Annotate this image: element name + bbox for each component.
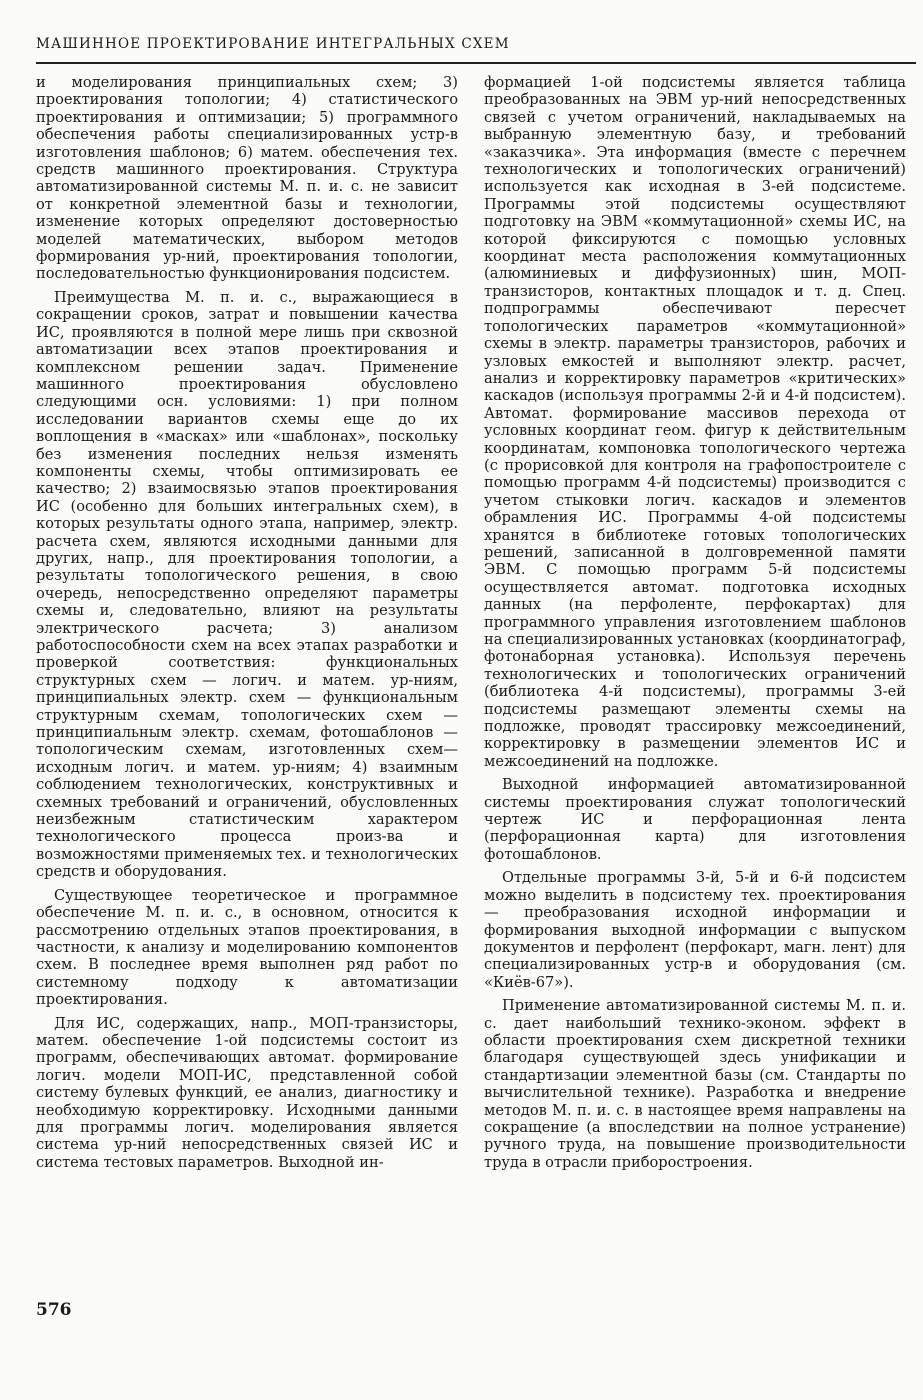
left-column bbox=[36, 74, 458, 1177]
paragraph: Отдельные программы 3-й, 5-й и 6-й подсистем можно выделить в подсистему тех. проектирования — преобразования исходной информации и формирования выходной информации с выпуском документов и перфолент (перфокарт, магн. лент) для специализированных устр-в и оборудования (см. «Киёв-67»). bbox=[484, 869, 906, 991]
paragraph: и моделирования принципиальных схем; 3) проектирования топологии; 4) статистического проектирования и оптимизации; 5) программного обеспечения работы специализированных устр-в изготовления шаблонов; 6) матем. обеспечения тех. средств машинного проектирования. Структура автоматизированной системы М. п. и. с. не зависит от конкретной элементной базы и технологии, изменение которых определяют достоверностью моделей математических, выбором методов формирования ур-ний, проектирования топологии, последовательностью функционирования подсистем. bbox=[36, 74, 458, 283]
header-rule bbox=[36, 62, 916, 64]
paragraph: Для ИС, содержащих, напр., МОП-транзисторы, матем. обеспечение 1-ой подсистемы состоит из программ, обеспечивающих автомат. формирование логич. модели МОП-ИС, представленной собой систему булевых функций, ее анализ, диагностику и необходимую корректировку. Исходными данными для программы логич. моделирования является система ур-ний непосредственных связей ИС и система тестовых параметров. Выходной ин- bbox=[36, 1014, 458, 1171]
paragraph: Преимущества М. п. и. с., выражающиеся в сокращении сроков, затрат и повышении качества ИС, проявляются в полной мере лишь при сквозной автоматизации всех этапов проектирования и комплексном решении задач. Применение машинного проектирования обусловлено следующими осн. условиями: 1) при полном исследовании вариантов схемы еще до их воплощения в «масках» или «шаблонах», поскольку без изменения последних нельзя изменять компоненты схемы, чтобы оптимизировать ее качество; 2) взаимосвязью этапов проектирования ИС (особенно для больших интегральных схем), в которых результаты одного этапа, например, электр. расчета схем, являются исходными данными для других, напр., для проектирования топологии, а результаты топологического решения, в свою очередь, непосредственно определяют параметры схемы и, следовательно, влияют на результаты электрического расчета; 3) анализом работоспособности схем на всех этапах разработки и проверкой соответствия: функциональных структурных схем — логич. и матем. ур-ниям, принципиальных электр. схем — функциональным структурным схемам, топологических схем — принципиальным электр. схемам, фотошаблонов — топологическим схемам, изготовленных схем—исходным логич. и матем. ур-ниям; 4) взаимным соблюдением технологических, конструктивных и схемных требований и ограничений, обусловленных неизбежным статистическим характером технологического процесса произ-ва и возможностями применяемых тех. и технологических средств и оборудования. bbox=[36, 288, 458, 881]
paragraph: Выходной информацией автоматизированной системы проектирования служат топологический чертеж ИС и перфорационная лента (перфорационная карта) для изготовления фотошаблонов. bbox=[484, 776, 906, 863]
page-number: 576 bbox=[36, 1300, 72, 1320]
paragraph: формацией 1-ой подсистемы является таблица преобразованных на ЭВМ ур-ний непосредственных связей с учетом ограничений, накладываемых на выбранную элементную базу, и требований «заказчика». Эта информация (вместе с перечнем технологических и топологических ограничений) используется как исходная в 3-ей подсистеме. Программы этой подсистемы осуществляют подготовку на ЭВМ «коммутационной» схемы ИС, на которой фиксируются с помощью условных координат места расположения коммутационных (алюминиевых и диффузионных) шин, МОП-транзисторов, контактных площадок и т. д. Спец. подпрограммы обеспечивают пересчет топологических параметров «коммутационной» схемы в электр. параметры транзисторов, рабочих и узловых емкостей и выполняют электр. расчет, анализ и корректировку параметров «критических» каскадов (используя программы 2-й и 4-й подсистем). Автомат. формирование массивов перехода от условных координат геом. фигур к действительным координатам, компоновка топологического чертежа (с прорисовкой для контроля на графопостроителе с помощью программ 4-й подсистемы) производится с учетом стыковки логич. каскадов и элементов обрамления ИС. Программы 4-ой подсистемы хранятся в библиотеке готовых топологических решений, записанной в долговременной памяти ЭВМ. С помощью программ 5-й подсистемы осуществляется автомат. подготовка исходных данных (на перфоленте, перфокартах) для программного управления изготовлением шаблонов на специализированных установках (координатограф, фотонаборная установка). Используя перечень технологических и топологических ограничений (библиотека 4-й подсистемы), программы 3-ей подсистемы размещают элементы схемы на подложке, проводят трассировку межсоединений, корректировку в размещении элементов ИС и межсоединений на подложке. bbox=[484, 74, 906, 770]
running-title: МАШИННОЕ ПРОЕКТИРОВАНИЕ ИНТЕГРАЛЬНЫХ СХЕМ bbox=[36, 36, 510, 52]
right-column bbox=[484, 74, 906, 1177]
paragraph: Применение автоматизированной системы М. п. и. с. дает наибольший технико-эконом. эффект в области проектирования схем дискретной техники благодаря существующей здесь унификации и стандартизации элементной базы (см. Стандарты по вычислительной технике). Разработка и внедрение методов М. п. и. с. в настоящее время направлены на сокращение (а впоследствии на полное устранение) ручного труда, на повышение производительности труда в отрасли приборостроения. bbox=[484, 997, 906, 1171]
paragraph: Существующее теоретическое и программное обеспечение М. п. и. с., в основном, относится к рассмотрению отдельных этапов проектирования, в частности, к анализу и моделированию компонентов схем. В последнее время выполнен ряд работ по системному подходу к автоматизации проектирования. bbox=[36, 886, 458, 1009]
